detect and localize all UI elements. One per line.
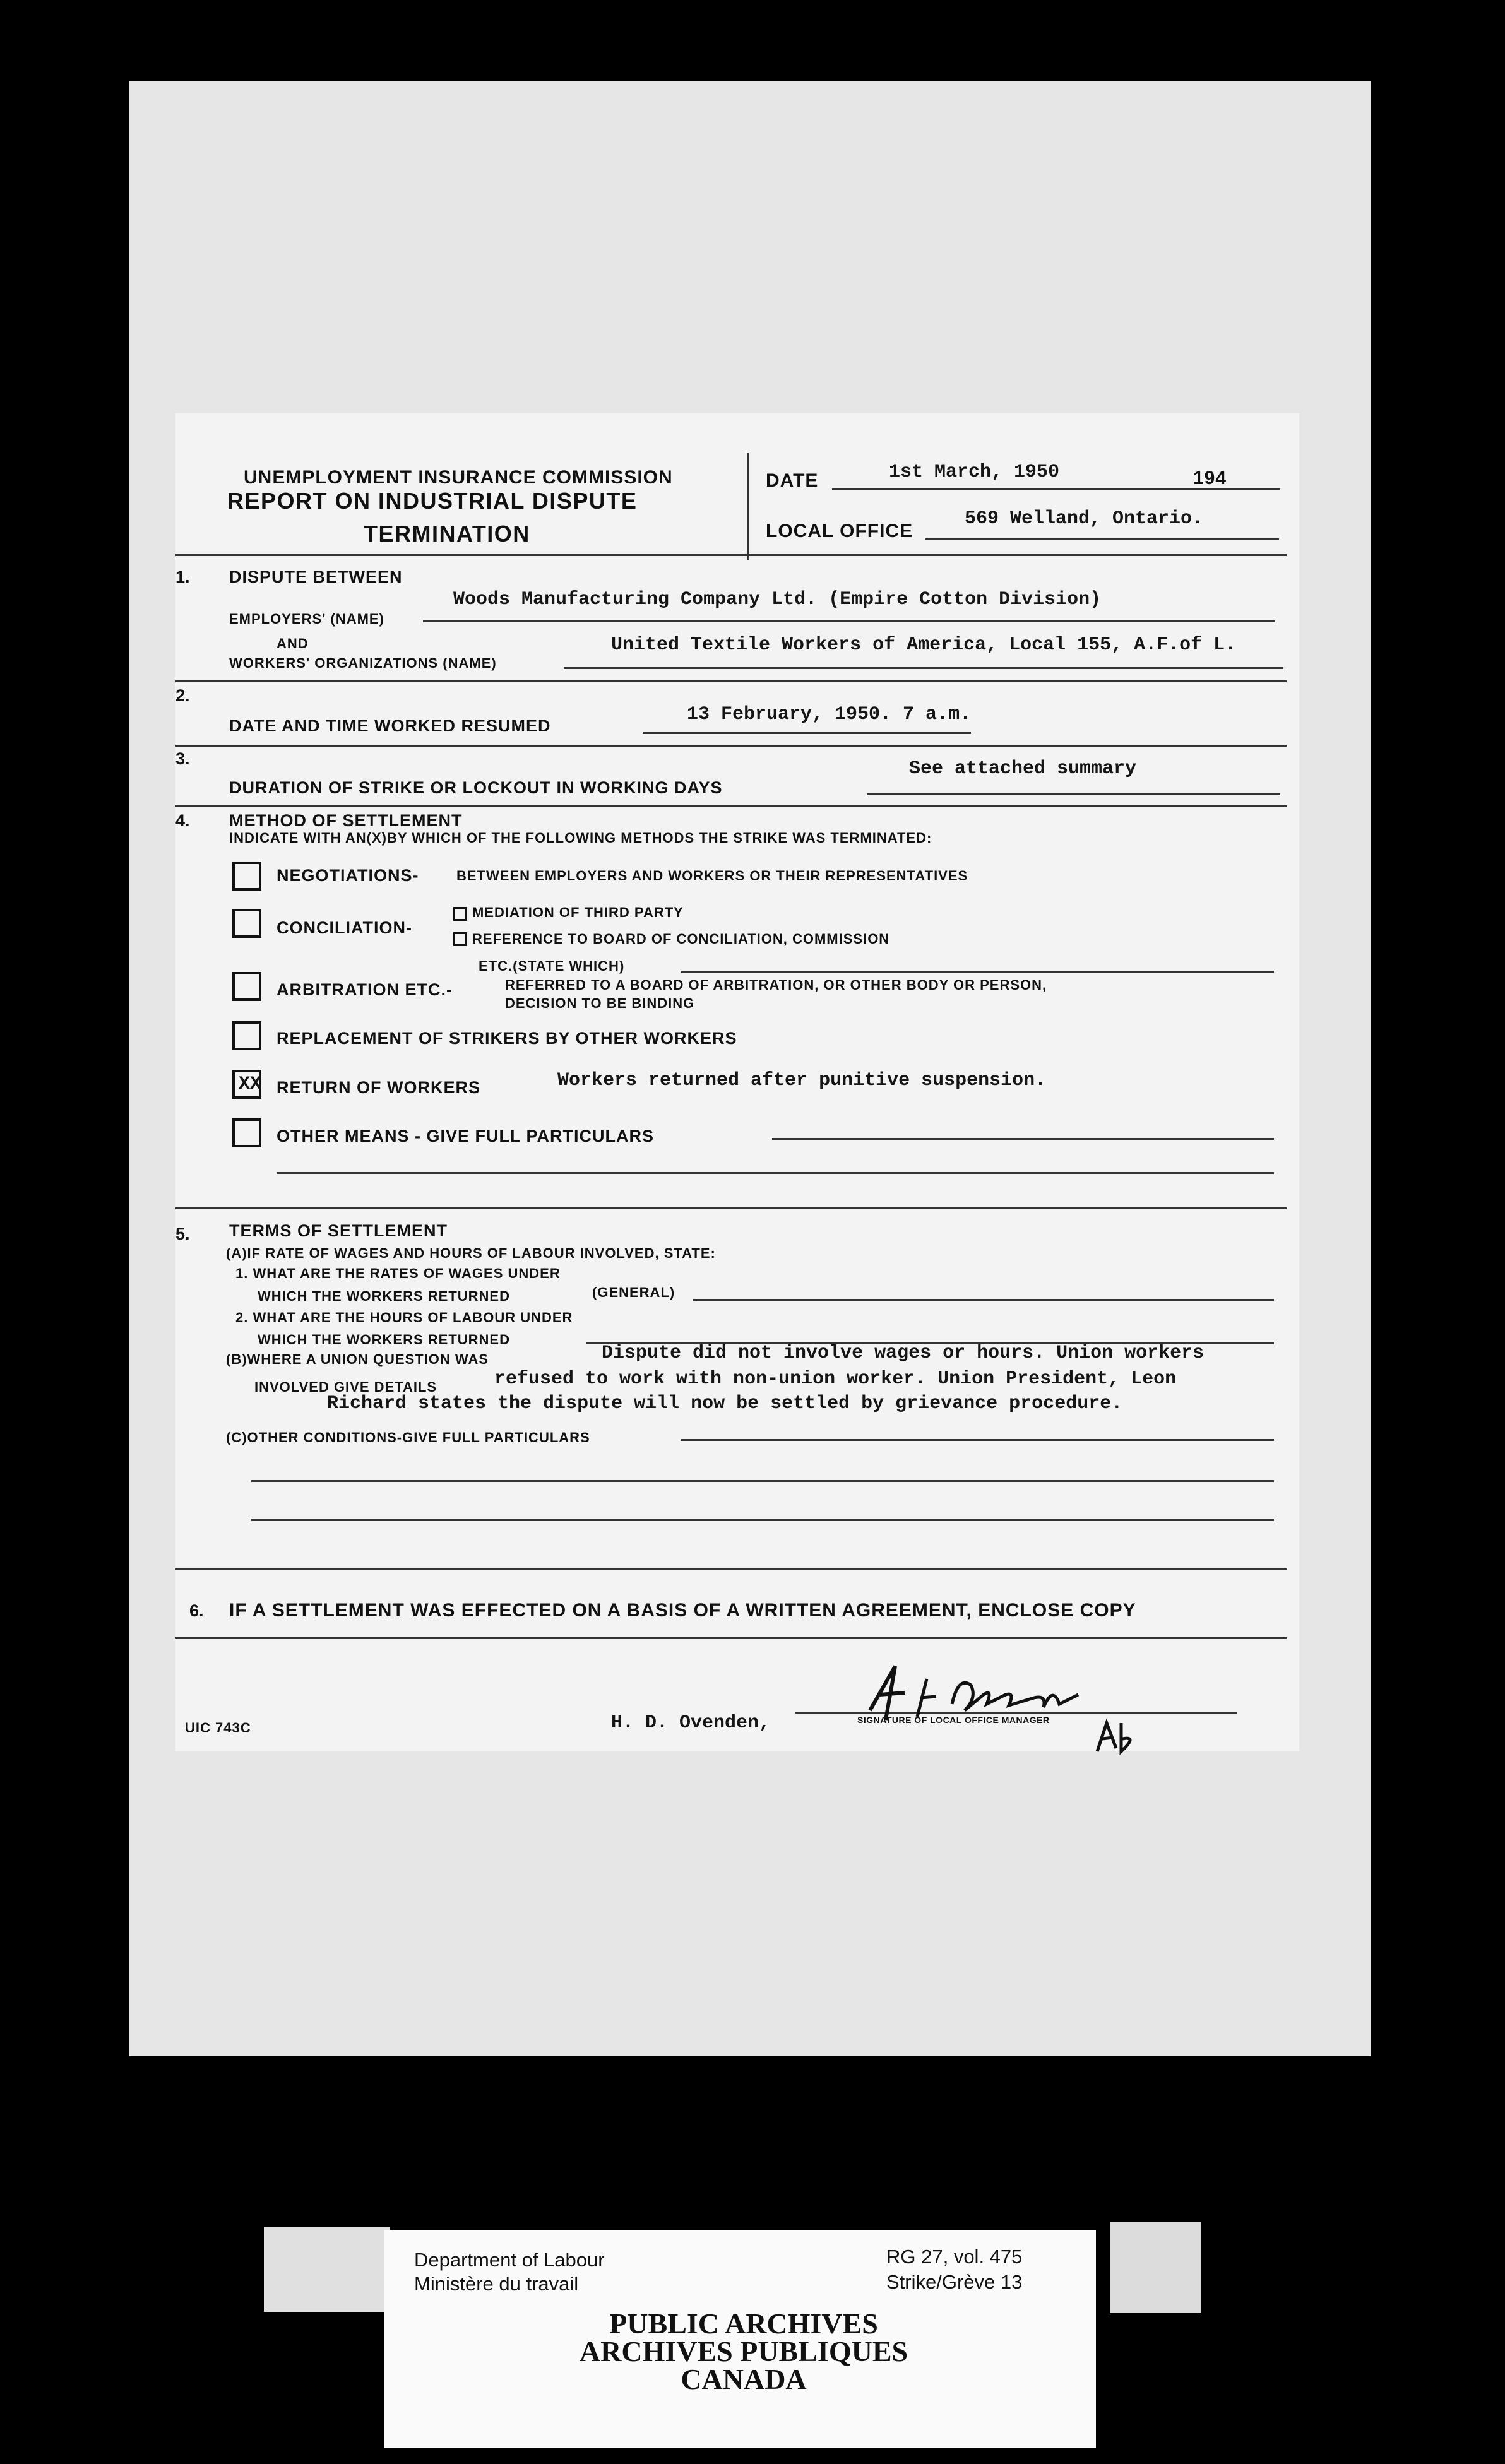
arbitration-label: ARBITRATION ETC.- bbox=[277, 980, 453, 999]
header-divider bbox=[747, 453, 749, 560]
general-label: (GENERAL) bbox=[592, 1284, 675, 1300]
archive-tab-left bbox=[264, 2227, 390, 2312]
other-means-label: OTHER MEANS - GIVE FULL PARTICULARS bbox=[277, 1127, 655, 1146]
method-title: METHOD OF SETTLEMENT bbox=[229, 811, 463, 830]
rule-5 bbox=[175, 1207, 1287, 1209]
manager-name: H. D. Ovenden, bbox=[611, 1712, 771, 1734]
workers-org-label: WORKERS' ORGANIZATIONS (NAME) bbox=[229, 655, 497, 671]
etc-state-label: ETC.(STATE WHICH) bbox=[479, 958, 625, 974]
mediation-label: MEDIATION OF THIRD PARTY bbox=[472, 904, 684, 920]
return-workers-mark: XX bbox=[239, 1074, 262, 1095]
section-6-number: 6. bbox=[189, 1601, 204, 1620]
hours-question-2: WHICH THE WORKERS RETURNED bbox=[258, 1332, 510, 1348]
local-office-value: 569 Welland, Ontario. bbox=[965, 508, 1204, 530]
duration-value: See attached summary bbox=[909, 758, 1137, 779]
date-value: 1st March, 1950 bbox=[889, 461, 1060, 483]
duration-label: DURATION OF STRIKE OR LOCKOUT IN WORKING DAYS bbox=[229, 778, 723, 797]
local-office-label: LOCAL OFFICE bbox=[766, 521, 913, 542]
negotiations-label: NEGOTIATIONS- bbox=[277, 866, 419, 885]
arbitration-desc-2: DECISION TO BE BINDING bbox=[505, 995, 695, 1011]
reference-board-label: REFERENCE TO BOARD OF CONCILIATION, COMMISSION bbox=[472, 931, 890, 947]
other-conditions-line-3 bbox=[251, 1519, 1274, 1521]
report-form bbox=[175, 413, 1299, 1751]
union-details-label: INVOLVED GIVE DETAILS bbox=[254, 1379, 437, 1395]
manager-signature bbox=[857, 1660, 1236, 1755]
other-conditions-line-1 bbox=[681, 1439, 1274, 1441]
local-office-line bbox=[925, 538, 1279, 540]
replacement-checkbox[interactable] bbox=[232, 1021, 261, 1050]
reference-board-checkbox[interactable] bbox=[453, 932, 467, 946]
employers-line bbox=[423, 620, 1275, 622]
form-code: UIC 743C bbox=[185, 1720, 251, 1736]
section-2-number: 2. bbox=[175, 686, 190, 705]
date-resumed-value: 13 February, 1950. 7 a.m. bbox=[687, 704, 972, 725]
return-workers-value: Workers returned after punitive suspension. bbox=[557, 1070, 1047, 1091]
other-means-line-2 bbox=[277, 1172, 1274, 1174]
arbitration-checkbox[interactable] bbox=[232, 972, 261, 1001]
rule-3 bbox=[175, 745, 1287, 747]
section-1-number: 1. bbox=[175, 567, 190, 586]
union-details-line-1: Dispute did not involve wages or hours. Union workers bbox=[602, 1342, 1205, 1364]
archive-label bbox=[384, 2230, 1096, 2448]
rule-6 bbox=[175, 1568, 1287, 1570]
report-title: REPORT ON INDUSTRIAL DISPUTE bbox=[227, 488, 638, 514]
hours-question-1: 2. WHAT ARE THE HOURS OF LABOUR UNDER bbox=[235, 1310, 573, 1325]
wages-line bbox=[693, 1299, 1274, 1301]
archive-tab-right bbox=[1110, 2222, 1201, 2313]
workers-org-value: United Textile Workers of America, Local 155, A.F.of L. bbox=[611, 634, 1237, 656]
terms-title: TERMS OF SETTLEMENT bbox=[229, 1221, 448, 1240]
replacement-label: REPLACEMENT OF STRIKERS BY OTHER WORKERS bbox=[277, 1029, 737, 1048]
archives-en: PUBLIC ARCHIVES bbox=[609, 2307, 878, 2340]
and-label: AND bbox=[277, 636, 309, 651]
archives-canada: CANADA bbox=[681, 2363, 807, 2395]
rule-2 bbox=[175, 680, 1287, 682]
department-fr: Ministère du travail bbox=[414, 2273, 579, 2295]
section-5-number: 5. bbox=[175, 1224, 190, 1243]
rule-7 bbox=[175, 1637, 1287, 1639]
written-agreement-label: IF A SETTLEMENT WAS EFFECTED ON A BASIS OF A WRITTEN AGREEMENT, ENCLOSE COPY bbox=[229, 1600, 1136, 1621]
section-3-number: 3. bbox=[175, 749, 190, 768]
strike-number: Strike/Grève 13 bbox=[886, 2271, 1023, 2293]
signature-label: SIGNATURE OF LOCAL OFFICE MANAGER bbox=[857, 1715, 1050, 1725]
union-details-line-2: refused to work with non-union worker. Union President, Leon bbox=[494, 1368, 1177, 1390]
union-details-line-3: Richard states the dispute will now be settled by grievance procedure. bbox=[327, 1393, 1123, 1414]
wages-question-1: 1. WHAT ARE THE RATES OF WAGES UNDER bbox=[235, 1265, 561, 1281]
rule-1 bbox=[175, 554, 1287, 556]
return-workers-checkbox[interactable] bbox=[232, 1070, 261, 1099]
other-conditions-line-2 bbox=[251, 1480, 1274, 1482]
date-resumed-label: DATE AND TIME WORKED RESUMED bbox=[229, 716, 551, 735]
conciliation-label: CONCILIATION- bbox=[277, 918, 412, 937]
negotiations-desc: BETWEEN EMPLOYERS AND WORKERS OR THEIR REPRESENTATIVES bbox=[456, 868, 968, 884]
rule-4 bbox=[175, 805, 1287, 807]
wages-question-2: WHICH THE WORKERS RETURNED bbox=[258, 1288, 510, 1304]
terms-a-label: (A)IF RATE OF WAGES AND HOURS OF LABOUR INVOLVED, STATE: bbox=[226, 1245, 716, 1261]
section-4-number: 4. bbox=[175, 811, 190, 830]
department-en: Department of Labour bbox=[414, 2249, 605, 2271]
commission-title: UNEMPLOYMENT INSURANCE COMMISSION bbox=[244, 467, 673, 488]
return-workers-label: RETURN OF WORKERS bbox=[277, 1078, 480, 1097]
employers-value: Woods Manufacturing Company Ltd. (Empire Cotton Division) bbox=[453, 589, 1102, 610]
etc-state-line bbox=[681, 971, 1274, 973]
record-group: RG 27, vol. 475 bbox=[886, 2246, 1023, 2268]
workers-org-line bbox=[564, 667, 1283, 669]
termination-title: TERMINATION bbox=[364, 521, 530, 547]
date-resumed-line bbox=[643, 732, 971, 734]
other-conditions-label: (C)OTHER CONDITIONS-GIVE FULL PARTICULARS bbox=[226, 1430, 590, 1445]
employers-label: EMPLOYERS' (NAME) bbox=[229, 611, 384, 627]
negotiations-checkbox[interactable] bbox=[232, 862, 261, 891]
duration-line bbox=[867, 793, 1280, 795]
union-question-label: (B)WHERE A UNION QUESTION WAS bbox=[226, 1351, 489, 1367]
arbitration-desc-1: REFERRED TO A BOARD OF ARBITRATION, OR OTHER BODY OR PERSON, bbox=[505, 977, 1047, 993]
archives-fr: ARCHIVES PUBLIQUES bbox=[579, 2335, 908, 2367]
conciliation-checkbox[interactable] bbox=[232, 909, 261, 938]
dispute-between-title: DISPUTE BETWEEN bbox=[229, 567, 403, 586]
date-label: DATE bbox=[766, 470, 819, 491]
other-means-checkbox[interactable] bbox=[232, 1118, 261, 1147]
method-instruction: INDICATE WITH AN(X)BY WHICH OF THE FOLLOWING METHODS THE STRIKE WAS TERMINATED: bbox=[229, 830, 932, 846]
mediation-checkbox[interactable] bbox=[453, 907, 467, 921]
other-means-line-1 bbox=[772, 1138, 1274, 1140]
date-suffix: 194 bbox=[1193, 468, 1227, 489]
